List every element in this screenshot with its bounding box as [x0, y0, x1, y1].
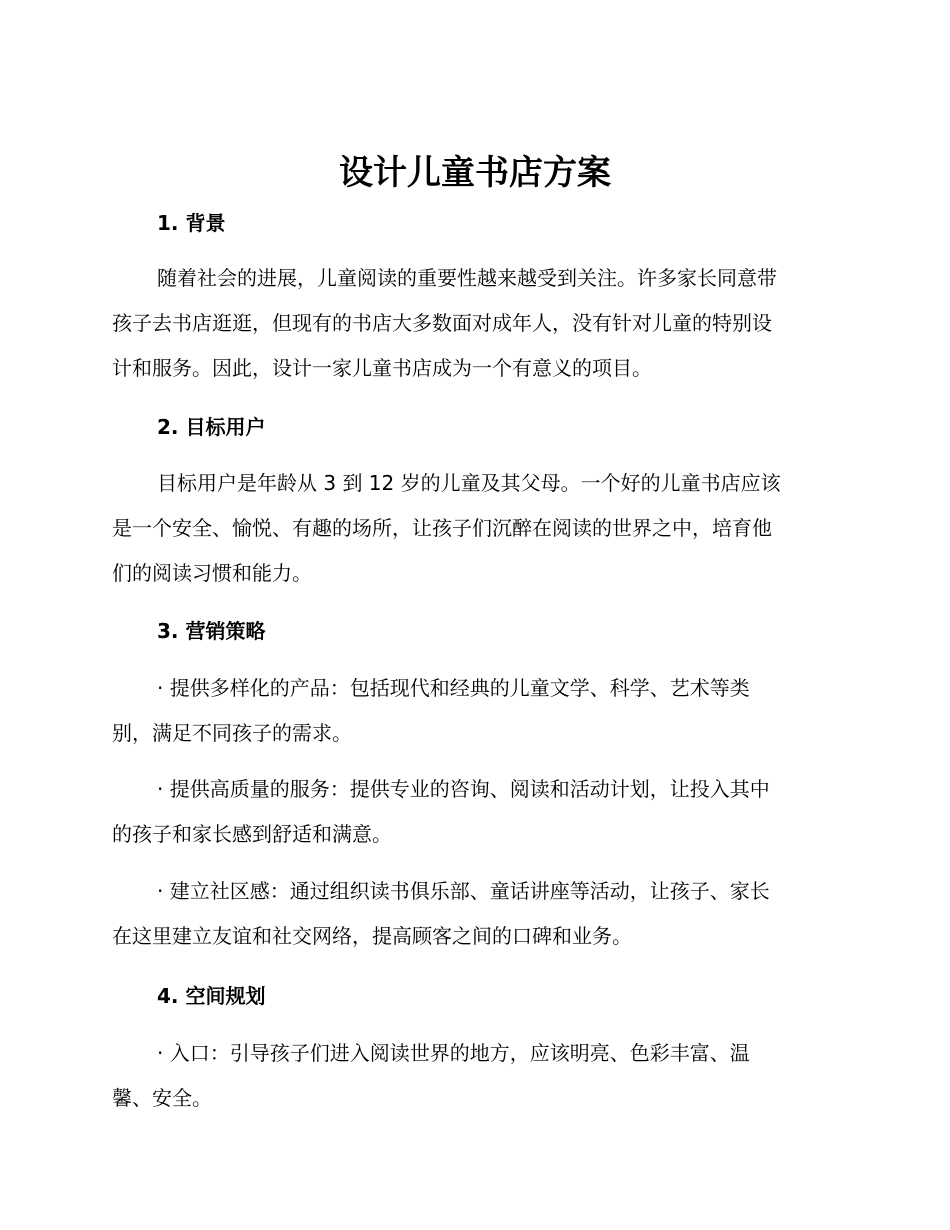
paragraph-target-users	[112, 461, 842, 596]
paragraph-line: 在这里建立友谊和社交网络，提高顾客之间的口碑和业务。	[112, 924, 632, 948]
section-heading-background: 1. 背景	[157, 211, 226, 235]
paragraph-line: 的孩子和家长感到舒适和满意。	[112, 822, 392, 846]
paragraph-line: 别，满足不同孩子的需求。	[112, 721, 352, 745]
section-heading-target-users: 2. 目标用户	[157, 415, 266, 439]
section-heading-space-planning: 4. 空间规划	[157, 984, 266, 1008]
bullet-paragraph-community	[112, 869, 842, 959]
paragraph-line: · 提供多样化的产品：包括现代和经典的儿童文学、科学、艺术等类	[157, 676, 750, 700]
paragraph-line: 目标用户是年龄从 3 到 12 岁的儿童及其父母。一个好的儿童书店应该	[157, 471, 781, 495]
paragraph-line: · 建立社区感：通过组织读书俱乐部、童话讲座等活动，让孩子、家长	[157, 879, 770, 903]
paragraph-line: · 入口：引导孩子们进入阅读世界的地方，应该明亮、色彩丰富、温	[157, 1041, 750, 1065]
bullet-paragraph-services	[112, 767, 842, 857]
paragraph-line: 们的阅读习惯和能力。	[112, 561, 312, 585]
paragraph-background	[112, 256, 842, 391]
paragraph-line: 孩子去书店逛逛，但现有的书店大多数面对成年人，没有针对儿童的特别设	[112, 311, 772, 335]
bullet-paragraph-entrance	[112, 1031, 842, 1121]
bullet-paragraph-products	[112, 666, 842, 756]
paragraph-line: 计和服务。因此，设计一家儿童书店成为一个有意义的项目。	[112, 356, 652, 380]
section-heading-marketing-strategy: 3. 营销策略	[157, 619, 266, 643]
paragraph-line: 馨、安全。	[112, 1086, 212, 1110]
paragraph-line: 是一个安全、愉悦、有趣的场所，让孩子们沉醉在阅读的世界之中，培育他	[112, 516, 772, 540]
paragraph-line: 随着社会的进展，儿童阅读的重要性越来越受到关注。许多家长同意带	[157, 266, 777, 290]
paragraph-line: · 提供高质量的服务：提供专业的咨询、阅读和活动计划，让投入其中	[157, 777, 770, 801]
document-title: 设计儿童书店方案	[339, 153, 611, 193]
